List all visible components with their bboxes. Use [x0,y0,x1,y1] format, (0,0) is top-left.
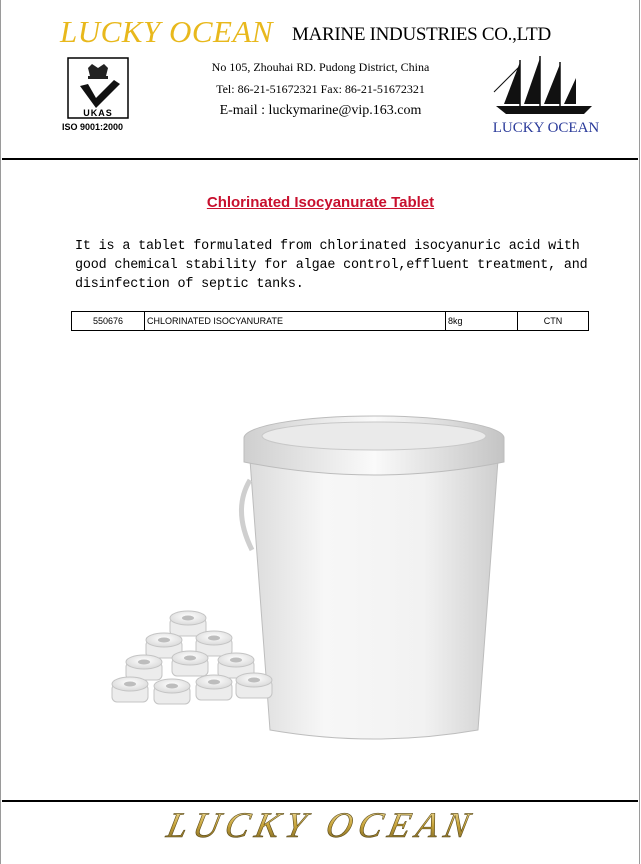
page-left-border [0,0,1,864]
ship-logo-text: LUCKY OCEAN [492,120,600,136]
product-unit-cell: CTN [518,312,589,331]
product-code-cell: 550676 [72,312,145,331]
product-photo [100,390,540,750]
table-row [72,312,589,331]
ship-logo [490,52,602,136]
company-address: No 105, Zhouhai RD. Pudong District, China [211,60,430,74]
company-phone-fax: Tel: 86-21-51672321 Fax: 86-21-51672321 [216,82,425,96]
product-description: It is a tablet formulated from chlorinated isocyanuric acid with good chemical stability for algae control,effluent treatment, and disinfection of septic tanks. [75,239,588,292]
tablets-pile [112,611,272,704]
ukas-badge-text: UKAS [83,108,113,118]
product-quantity-cell: 8kg [446,312,518,331]
product-name-cell: CHLORINATED ISOCYANURATE [145,312,446,331]
footer-brand-logo [150,803,490,853]
brand-name: LUCKY OCEAN [60,14,274,49]
product-table [71,311,589,331]
iso-certification-label: ISO 9001:2000 [62,122,124,132]
footer-brand-text: LUCKY OCEAN [163,805,479,845]
header-divider [2,158,638,160]
company-name: MARINE INDUSTRIES CO.,LTD [292,24,551,45]
page-right-border [639,0,640,864]
product-title: Chlorinated Isocyanurate Tablet [206,194,435,211]
company-email: E-mail : luckymarine@vip.163.com [219,103,422,118]
footer-divider [2,800,638,802]
